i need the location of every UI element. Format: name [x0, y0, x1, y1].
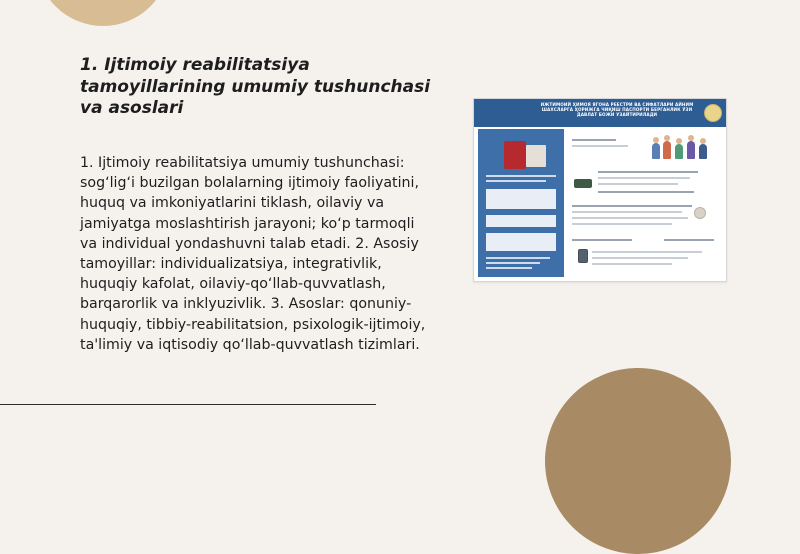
infographic-side-panel	[478, 129, 564, 277]
info-box	[486, 233, 556, 251]
text-line	[572, 223, 672, 225]
text-line	[592, 257, 688, 259]
infographic-header-text: ИЖТИМОИЙ ҲИМОЯ ЯГОНА РЕЕСТРИ ВА СИФАТЛАРИ АЙНИМ ШАХСЛАРГА ҲОРИЖГА ЧИҚИШ ПАСПОРТИ БЕРГАНЛИК ЎЗИ ДАВЛАТ БОЖИ УЗАЙТИРИЛАДИ	[540, 102, 694, 118]
text-line	[598, 177, 690, 179]
slide-title: 1. Ijtimoiy reabilitatsiya tamoyillarining umumiy tushunchasi va asoslari	[80, 55, 431, 118]
emblem-icon	[704, 104, 722, 122]
infographic-header	[474, 99, 726, 127]
car-icon	[574, 179, 592, 188]
text-line	[572, 239, 632, 241]
text-line	[486, 267, 532, 269]
text-line	[486, 175, 556, 177]
text-line	[592, 263, 672, 265]
text-line	[486, 180, 546, 182]
slide-body-text: 1. Ijtimoiy reabilitatsiya umumiy tushunchasi: sog‘lig‘i buzilgan bolalarning ijtimoiy faoliyatini, huquq va imkoniyatlarini tiklash, oilaviy va jamiyatga moslashtirish jarayoni; ko‘p tarmoqli va individual yondashuvni talab etadi. 2. Asosiy tamoyillar: individualizatsiya, integrativlik, huquqiy kafolat, oilaviy-qo‘llab-quvvatlash, barqarorlik va inklyuzivlik. 3. Asoslar: qonuniy-huquqiy, tibbiy-reabilitatsion, psixologik-ijtimoiy, ta'limiy va iqtisodiy qo‘llab-quvvatlash tizimlari.	[80, 155, 426, 353]
text-line	[598, 191, 694, 193]
bottom-divider	[0, 404, 376, 405]
people-illustration	[648, 129, 718, 159]
passport-icon	[504, 141, 526, 169]
text-line	[486, 262, 540, 264]
decorative-circle-top	[36, 0, 170, 26]
text-line	[572, 211, 682, 213]
calculator-icon	[578, 249, 588, 263]
info-circle-icon	[694, 207, 706, 219]
id-card-icon	[526, 145, 546, 167]
text-line	[598, 183, 678, 185]
decorative-circle-bottom	[545, 368, 731, 554]
text-line	[592, 251, 702, 253]
text-line	[572, 139, 616, 141]
text-line	[572, 217, 688, 219]
info-box	[486, 215, 556, 227]
infographic-image	[473, 98, 727, 282]
info-box	[486, 189, 556, 209]
text-line	[598, 171, 698, 173]
text-line	[572, 205, 692, 207]
text-line	[486, 257, 550, 259]
text-line	[664, 239, 714, 241]
text-line	[572, 145, 628, 147]
